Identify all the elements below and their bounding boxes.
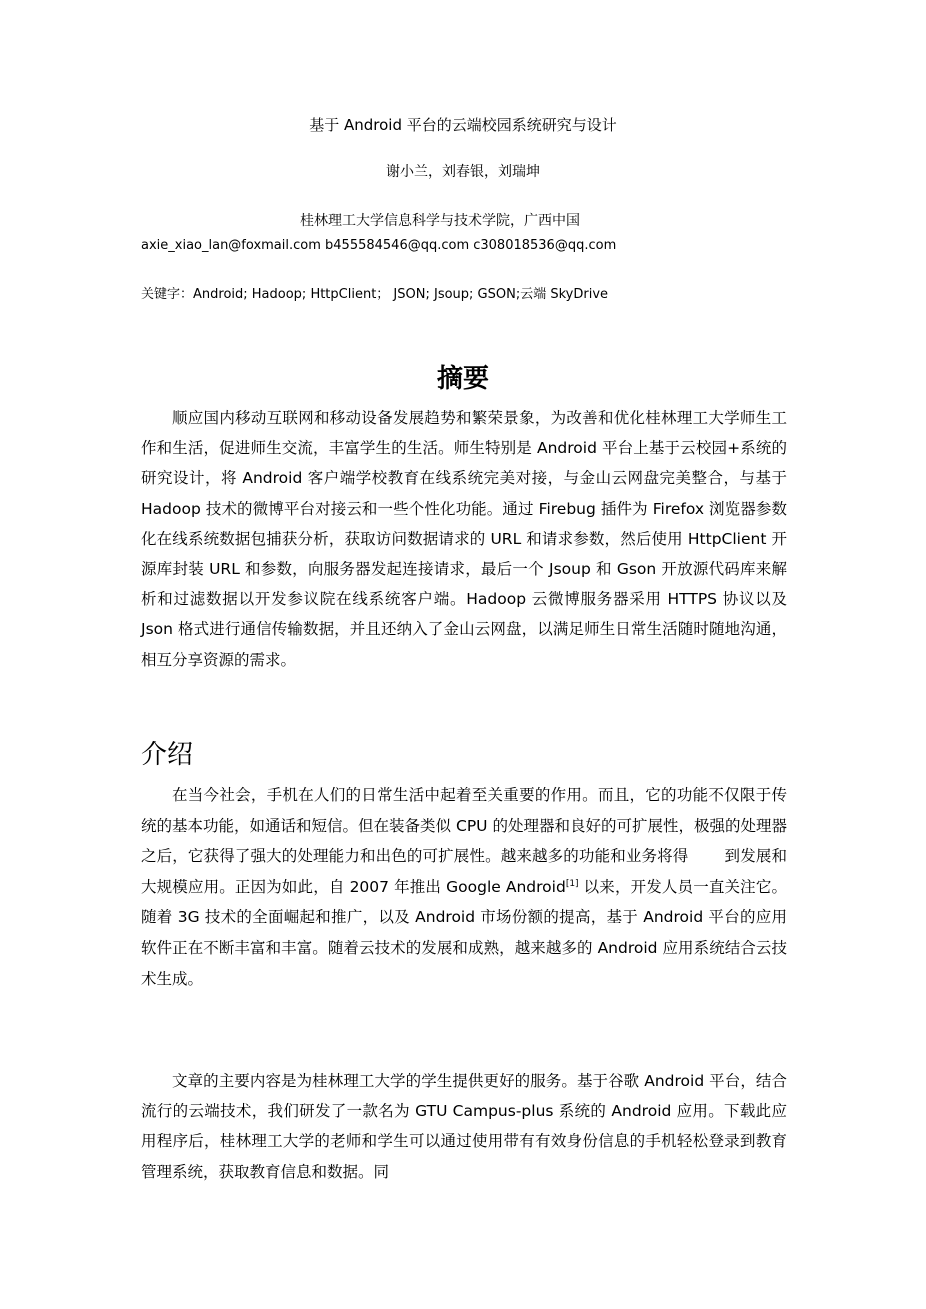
author-affiliation: 桂林理工大学信息科学与技术学院，广西中国 bbox=[300, 213, 580, 229]
author-emails: axie_xiao_lan@foxmail.com b455584546@qq.com c308018536@qq.com bbox=[141, 238, 617, 253]
intro-text-part-1: 在当今社会，手机在人们的日常生活中起着至关重要的作用。而且，它的功能不仅限于传统的基本功能，如通话和短信。但在装备类似 CPU 的处理器和良好的可扩展性，极强的处理器之后，它获得了强大的处理能力和出色的可扩展性。越来越多的功能和业务将得 bbox=[141, 786, 787, 866]
keywords-line: 关键字：Android; Hadoop; HttpClient； JSON; Jsoup; GSON;云端 SkyDrive bbox=[141, 287, 609, 302]
introduction-paragraph-1 bbox=[141, 780, 787, 994]
paper-title: 基于 Android 平台的云端校园系统研究与设计 bbox=[309, 116, 617, 134]
citation-ref-1[interactable]: [1] bbox=[565, 878, 579, 889]
introduction-paragraph-2: 文章的主要内容是为桂林理工大学的学生提供更好的服务。基于谷歌 Android 平台，结合流行的云端技术，我们研发了一款名为 GTU Campus-plus 系统的 Android 应用。下载此应用程序后，桂林理工大学的老师和学生可以通过使用带有有效身份信息的手机轻松登录到教育管理系统，获取教育信息和数据。同 bbox=[141, 1072, 787, 1181]
abstract-heading: 摘要 bbox=[436, 364, 489, 394]
intro-text-part-3: 以来，开发人员一直关注它。随着 3G 技术的全面崛起和推广，以及 Android 市场份额的提高，基于 Android 平台的应用软件正在不断丰富和丰富。随着云技术的发展和成熟，越来越多的 Android 应用系统结合云技术生成。 bbox=[141, 877, 787, 988]
author-list: 谢小兰，刘春银，刘瑞坤 bbox=[386, 164, 540, 180]
abstract-paragraph: 顺应国内移动互联网和移动设备发展趋势和繁荣景象，为改善和优化桂林理工大学师生工作和生活，促进师生交流，丰富学生的生活。师生特别是 Android 平台上基于云校园+系统的研究设计，将 Android 客户端学校教育在线系统完美对接，与金山云网盘完美整合，与基于 Hadoop 技术的微博平台对接云和一些个性化功能。通过 Firebug 插件为 Firefox 浏览器参数化在线系统数据包捕获分析，获取访问数据请求的 URL 和请求参数，然后使用 HttpClient 开源库封装 URL 和参数，向服务器发起连接请求，最后一个 Jsoup 和 Gson 开放源代码库来解析和过滤数据以开发参议院在线系统客户端。Hadoop 云微博服务器采用 HTTPS 协议以及 Json 格式进行通信传输数据，并且还纳入了金山云网盘，以满足师生日常生活随时随地沟通，相互分享资源的需求。 bbox=[141, 409, 787, 669]
intro-text-part-2: 到发展和大规模应用。正因为如此，自 2007 年推出 Google Android bbox=[141, 847, 787, 896]
introduction-heading: 介绍 bbox=[141, 740, 194, 770]
